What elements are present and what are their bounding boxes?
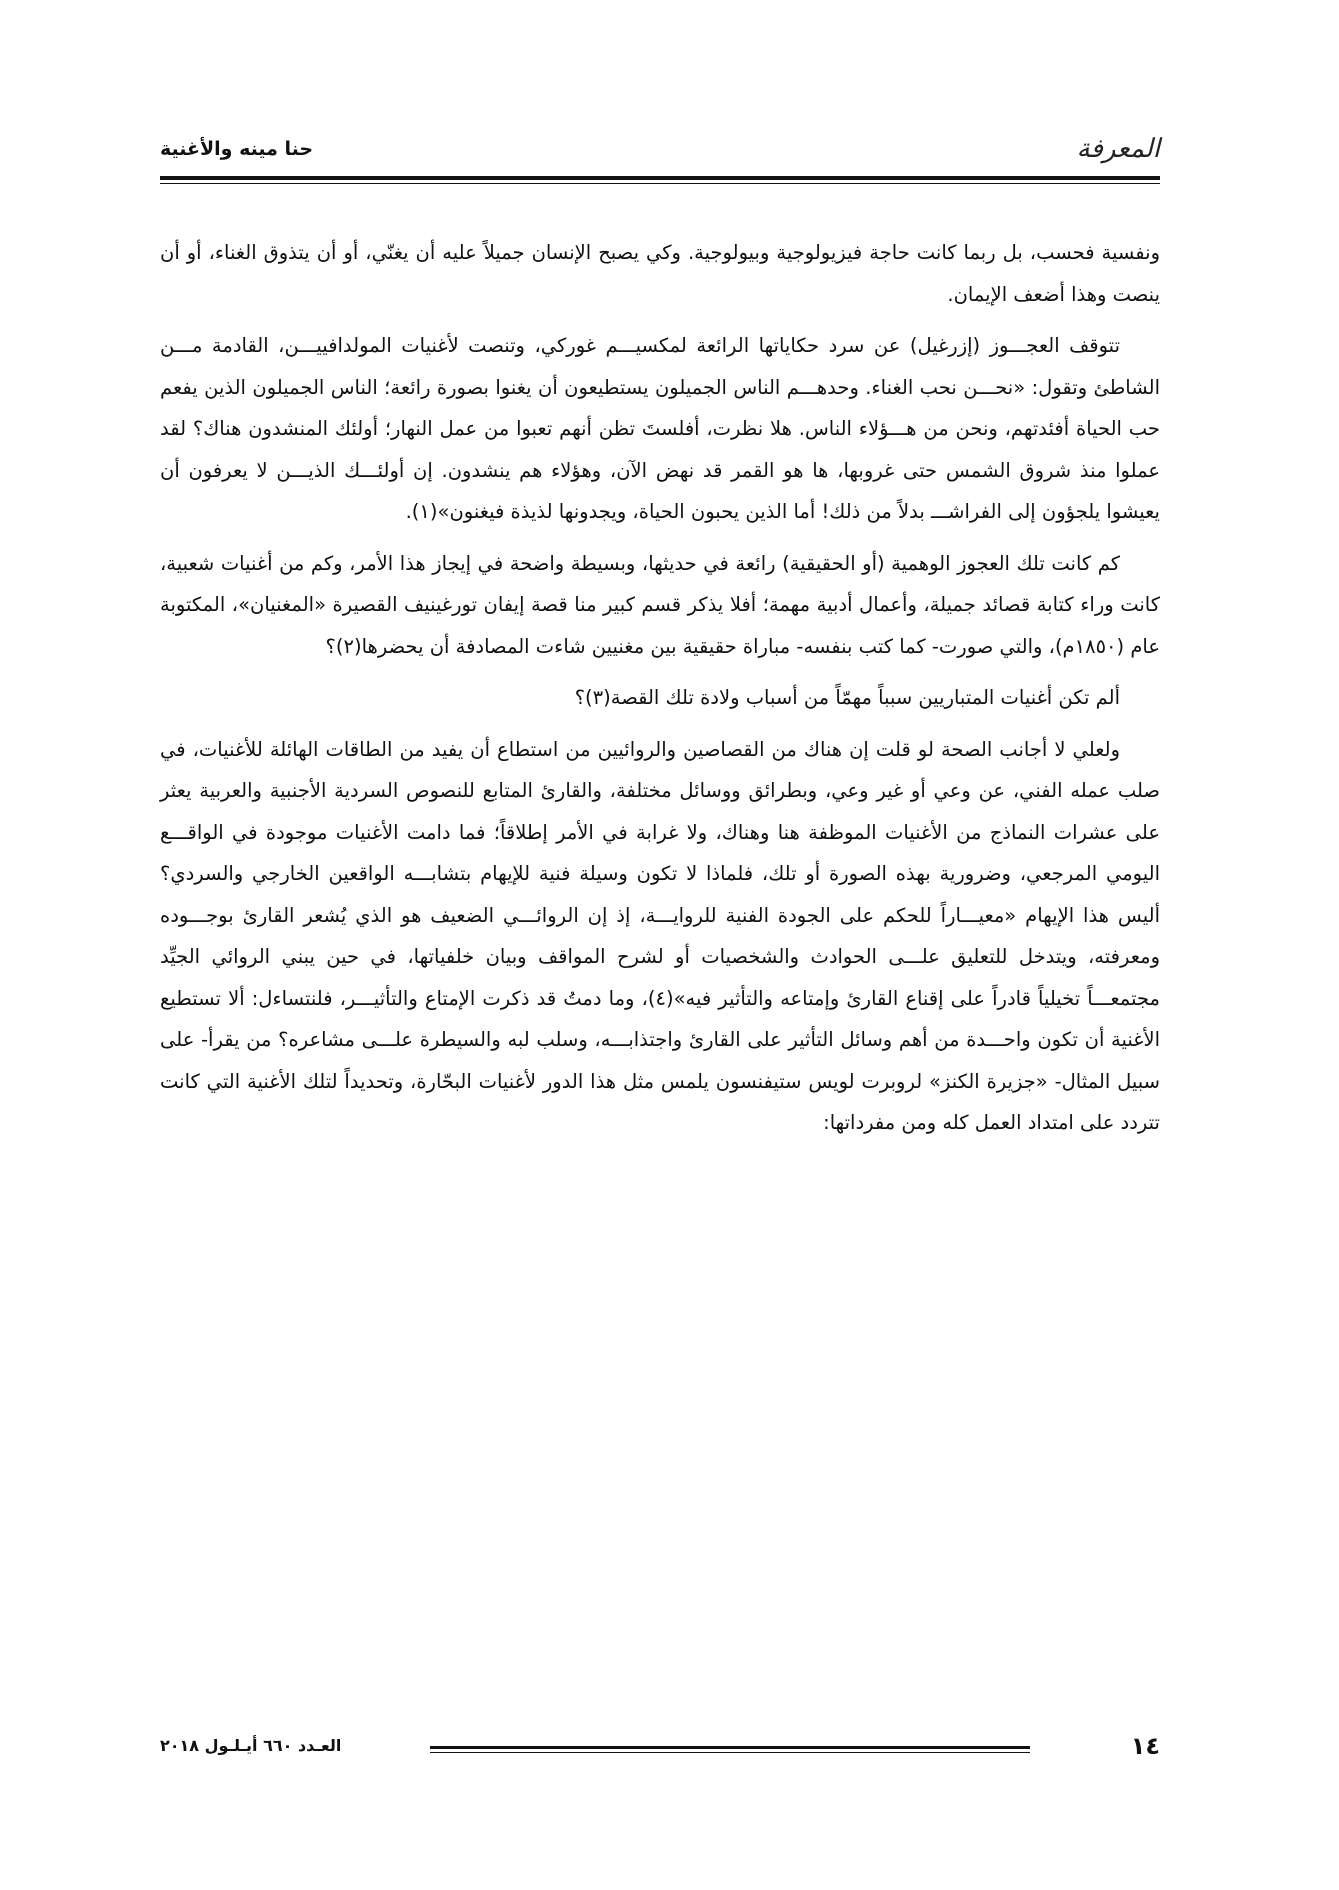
- article-body: [160, 232, 1160, 1154]
- paragraph-3: كم كانت تلك العجوز الوهمية (أو الحقيقية) رائعة في حديثها، وبسيطة واضحة في إيجاز هذا الأمر، وكم من أغنيات شعبية، كانت وراء كتابة قصائد جميلة، وأعمال أدبية مهمة؛ أفلا يذكر قسم كبير منا قصة إيفان تورغينيف القصيرة «المغنيان»، المكتوبة عام (١٨٥٠م)، والتي صورت- كما كتب بنفسه- مباراة حقيقية بين مغنيين شاءت المصادفة أن يحضرها(٢)؟: [160, 551, 1160, 658]
- footer-rule-thin: [430, 1752, 1030, 1753]
- page-header: [160, 124, 1160, 180]
- issue-info: العـدد ٦٦٠ أيـلـول ٢٠١٨: [160, 1736, 342, 1755]
- header-rule: [160, 176, 1160, 180]
- magazine-logo: المعرفة: [1076, 134, 1160, 164]
- running-title: حنا مينه والأغنية: [160, 138, 314, 160]
- footer-rule: [430, 1746, 1030, 1749]
- paragraph-2: تتوقف العجـــوز (إزرغيل) عن سرد حكاياتها الرائعة لمكسيـــم غوركي، وتنصت لأغنيات المولدافييـــن، القادمة مـــن الشاطئ وتقول: «نحـــن نحب الغناء. وحدهـــم الناس الجميلون يستطيعون أن يغنوا بصورة رائعة؛ الناس الجميلون الذين يفعم حب الحياة أفئدتهم، ونحن من هـــؤلاء الناس. هلا نظرت، أفلستَ تظن أنهم تعبوا من عمل النهار؛ أولئك المنشدون هناك؟ لقد عملوا منذ شروق الشمس حتى غروبها، ها هو القمر قد نهض الآن، وهؤلاء هم ينشدون. إن أولئـــك الذيـــن لا يعرفون أن يعيشوا يلجؤون إلى الفراشـــ بدلاً من ذلك! أما الذين يحبون الحياة، ويجدونها لذيذة فيغنون»(١).: [160, 334, 1160, 523]
- paragraph-4: ألم تكن أغنيات المتباريين سبباً مهمّاً من أسباب ولادة تلك القصة(٣)؟: [574, 686, 1120, 709]
- paragraph-1: ونفسية فحسب، بل ربما كانت حاجة فيزيولوجية وبيولوجية. وكي يصبح الإنسان جميلاً عليه أن يغنّي، أو أن يتذوق الغناء، أو أن ينصت وهذا أضعف الإيمان.: [160, 241, 1160, 306]
- page-footer: [160, 1730, 1160, 1770]
- paragraph-5: ولعلي لا أجانب الصحة لو قلت إن هناك من القصاصين والروائيين من استطاع أن يفيد من الطاقات الهائلة للأغنيات، في صلب عمله الفني، عن وعي أو غير وعي، وبطرائق ووسائل مختلفة، والقارئ المتابع للنصوص السردية الأجنبية والعربية يعثر على عشرات النماذج من الأغنيات الموظفة هنا وهناك، ولا غرابة في الأمر إطلاقاً؛ فما دامت الأغنيات موجودة في الواقـــع اليومي المرجعي، وضرورية بهذه الصورة أو تلك، فلماذا لا تكون وسيلة فنية للإيهام بتشابـــه الواقعين الخارجي والسردي؟ أليس هذا الإيهام «معيـــاراً للحكم على الجودة الفنية للروايـــة، إذ إن الروائـــي الضعيف هو الذي يُشعر القارئ بوجـــوده ومعرفته، ويتدخل للتعليق علـــى الحوادث والشخصيات أو لشرح المواقف وبيان خلفياتها، في حين يبني الروائي الجيِّد مجتمعـــاً تخيلياً قادراً على إقناع القارئ وإمتاعه والتأثير فيه»(٤)، وما دمتُ قد ذكرت الإمتاع والتأثيـــر، فلنتساءل: ألا تستطيع الأغنية أن تكون واحـــدة من أهم وسائل التأثير على القارئ واجتذابـــه، وسلب لبه والسيطرة علـــى مشاعره؟ من يقرأ- على سبيل المثال- «جزيرة الكنز» لروبرت لويس ستيفنسون يلمس مثل هذا الدور لأغنيات البحّارة، وتحديداً لتلك الأغنية التي كانت تتردد على امتداد العمل كله ومن مفرداتها:: [160, 737, 1160, 1134]
- header-rule-thin: [160, 183, 1160, 184]
- page-number: ١٤: [1130, 1732, 1160, 1760]
